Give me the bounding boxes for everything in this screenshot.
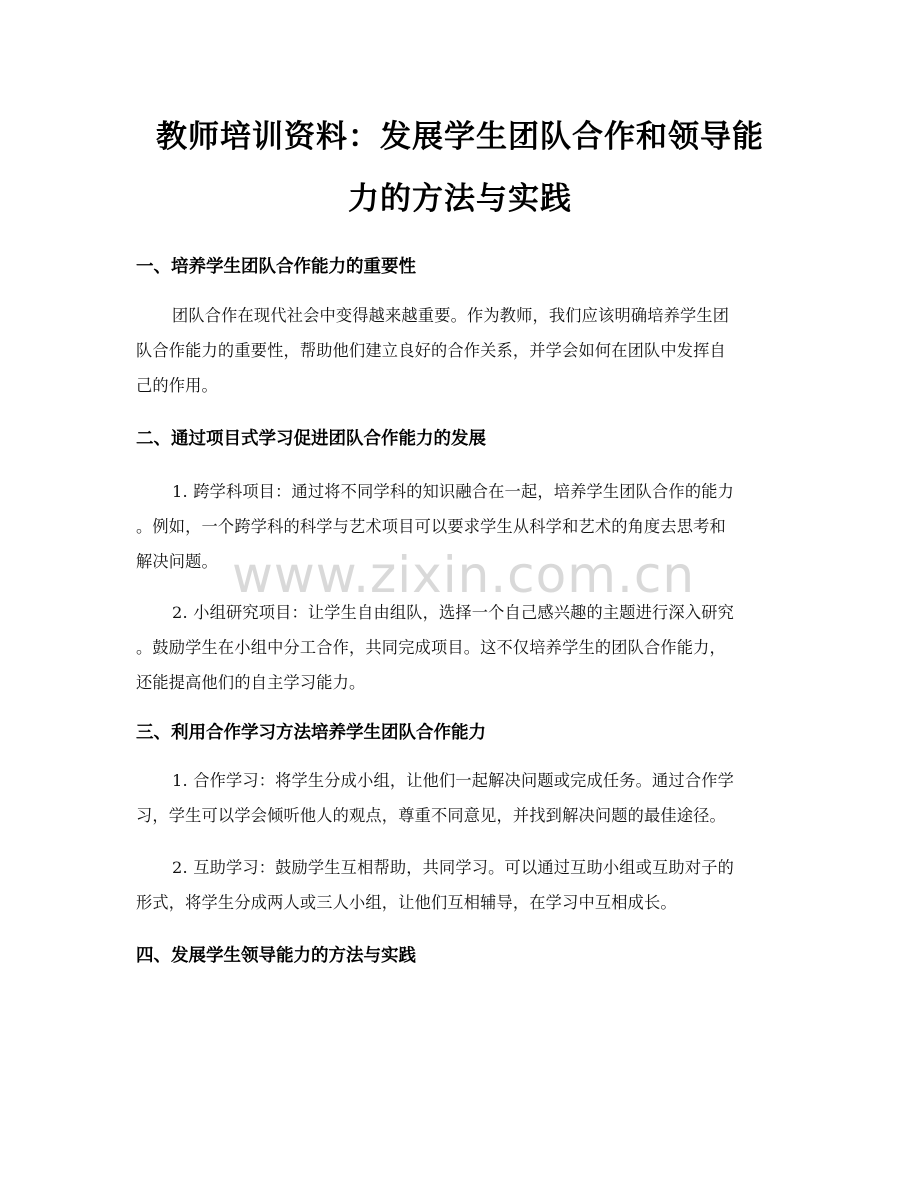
title-line: 力的方法与实践 xyxy=(348,181,572,217)
paragraph-line: 。鼓励学生在小组中分工合作，共同完成项目。这不仅培养学生的团队合作能力， xyxy=(136,638,726,657)
paragraph-line: 己的作用。 xyxy=(136,376,218,395)
paragraph xyxy=(136,595,784,700)
paragraph xyxy=(136,763,784,833)
paragraph-line: 解决问题。 xyxy=(136,552,218,571)
paragraph-line: 队合作能力的重要性，帮助他们建立良好的合作关系，并学会如何在团队中发挥自 xyxy=(136,341,726,360)
paragraph-line: 团队合作在现代社会中变得越来越重要。作为教师，我们应该明确培养学生团 xyxy=(172,306,730,325)
paragraph xyxy=(136,298,784,403)
document-title xyxy=(130,106,790,230)
title-line: 教师培训资料：发展学生团队合作和领导能 xyxy=(156,119,764,155)
watermark: www.zixin.com.cn xyxy=(232,546,696,604)
paragraph xyxy=(136,474,784,579)
paragraph-line: 2. 小组研究项目：让学生自由组队，选择一个自己感兴趣的主题进行深入研究 xyxy=(172,603,734,622)
paragraph-line: 1. 合作学习：将学生分成小组，让他们一起解决问题或完成任务。通过合作学 xyxy=(172,771,734,790)
section-heading: 四、发展学生领导能力的方法与实践 xyxy=(136,946,416,966)
paragraph-line: 还能提高他们的自主学习能力。 xyxy=(136,673,366,692)
paragraph-line: 形式，将学生分成两人或三人小组，让他们互相辅导，在学习中互相成长。 xyxy=(136,893,677,912)
section-heading: 二、通过项目式学习促进团队合作能力的发展 xyxy=(136,429,486,449)
paragraph-line: 1. 跨学科项目：通过将不同学科的知识融合在一起，培养学生团队合作的能力 xyxy=(172,482,734,501)
paragraph-line: 2. 互助学习：鼓励学生互相帮助，共同学习。可以通过互助小组或互助对子的 xyxy=(172,858,734,877)
section-heading: 三、利用合作学习方法培养学生团队合作能力 xyxy=(136,723,486,743)
section-heading: 一、培养学生团队合作能力的重要性 xyxy=(136,257,416,277)
paragraph-line: 习，学生可以学会倾听他人的观点，尊重不同意见，并找到解决问题的最佳途径。 xyxy=(136,806,726,825)
paragraph-line: 。例如，一个跨学科的科学与艺术项目可以要求学生从科学和艺术的角度去思考和 xyxy=(136,517,726,536)
paragraph xyxy=(136,850,784,920)
